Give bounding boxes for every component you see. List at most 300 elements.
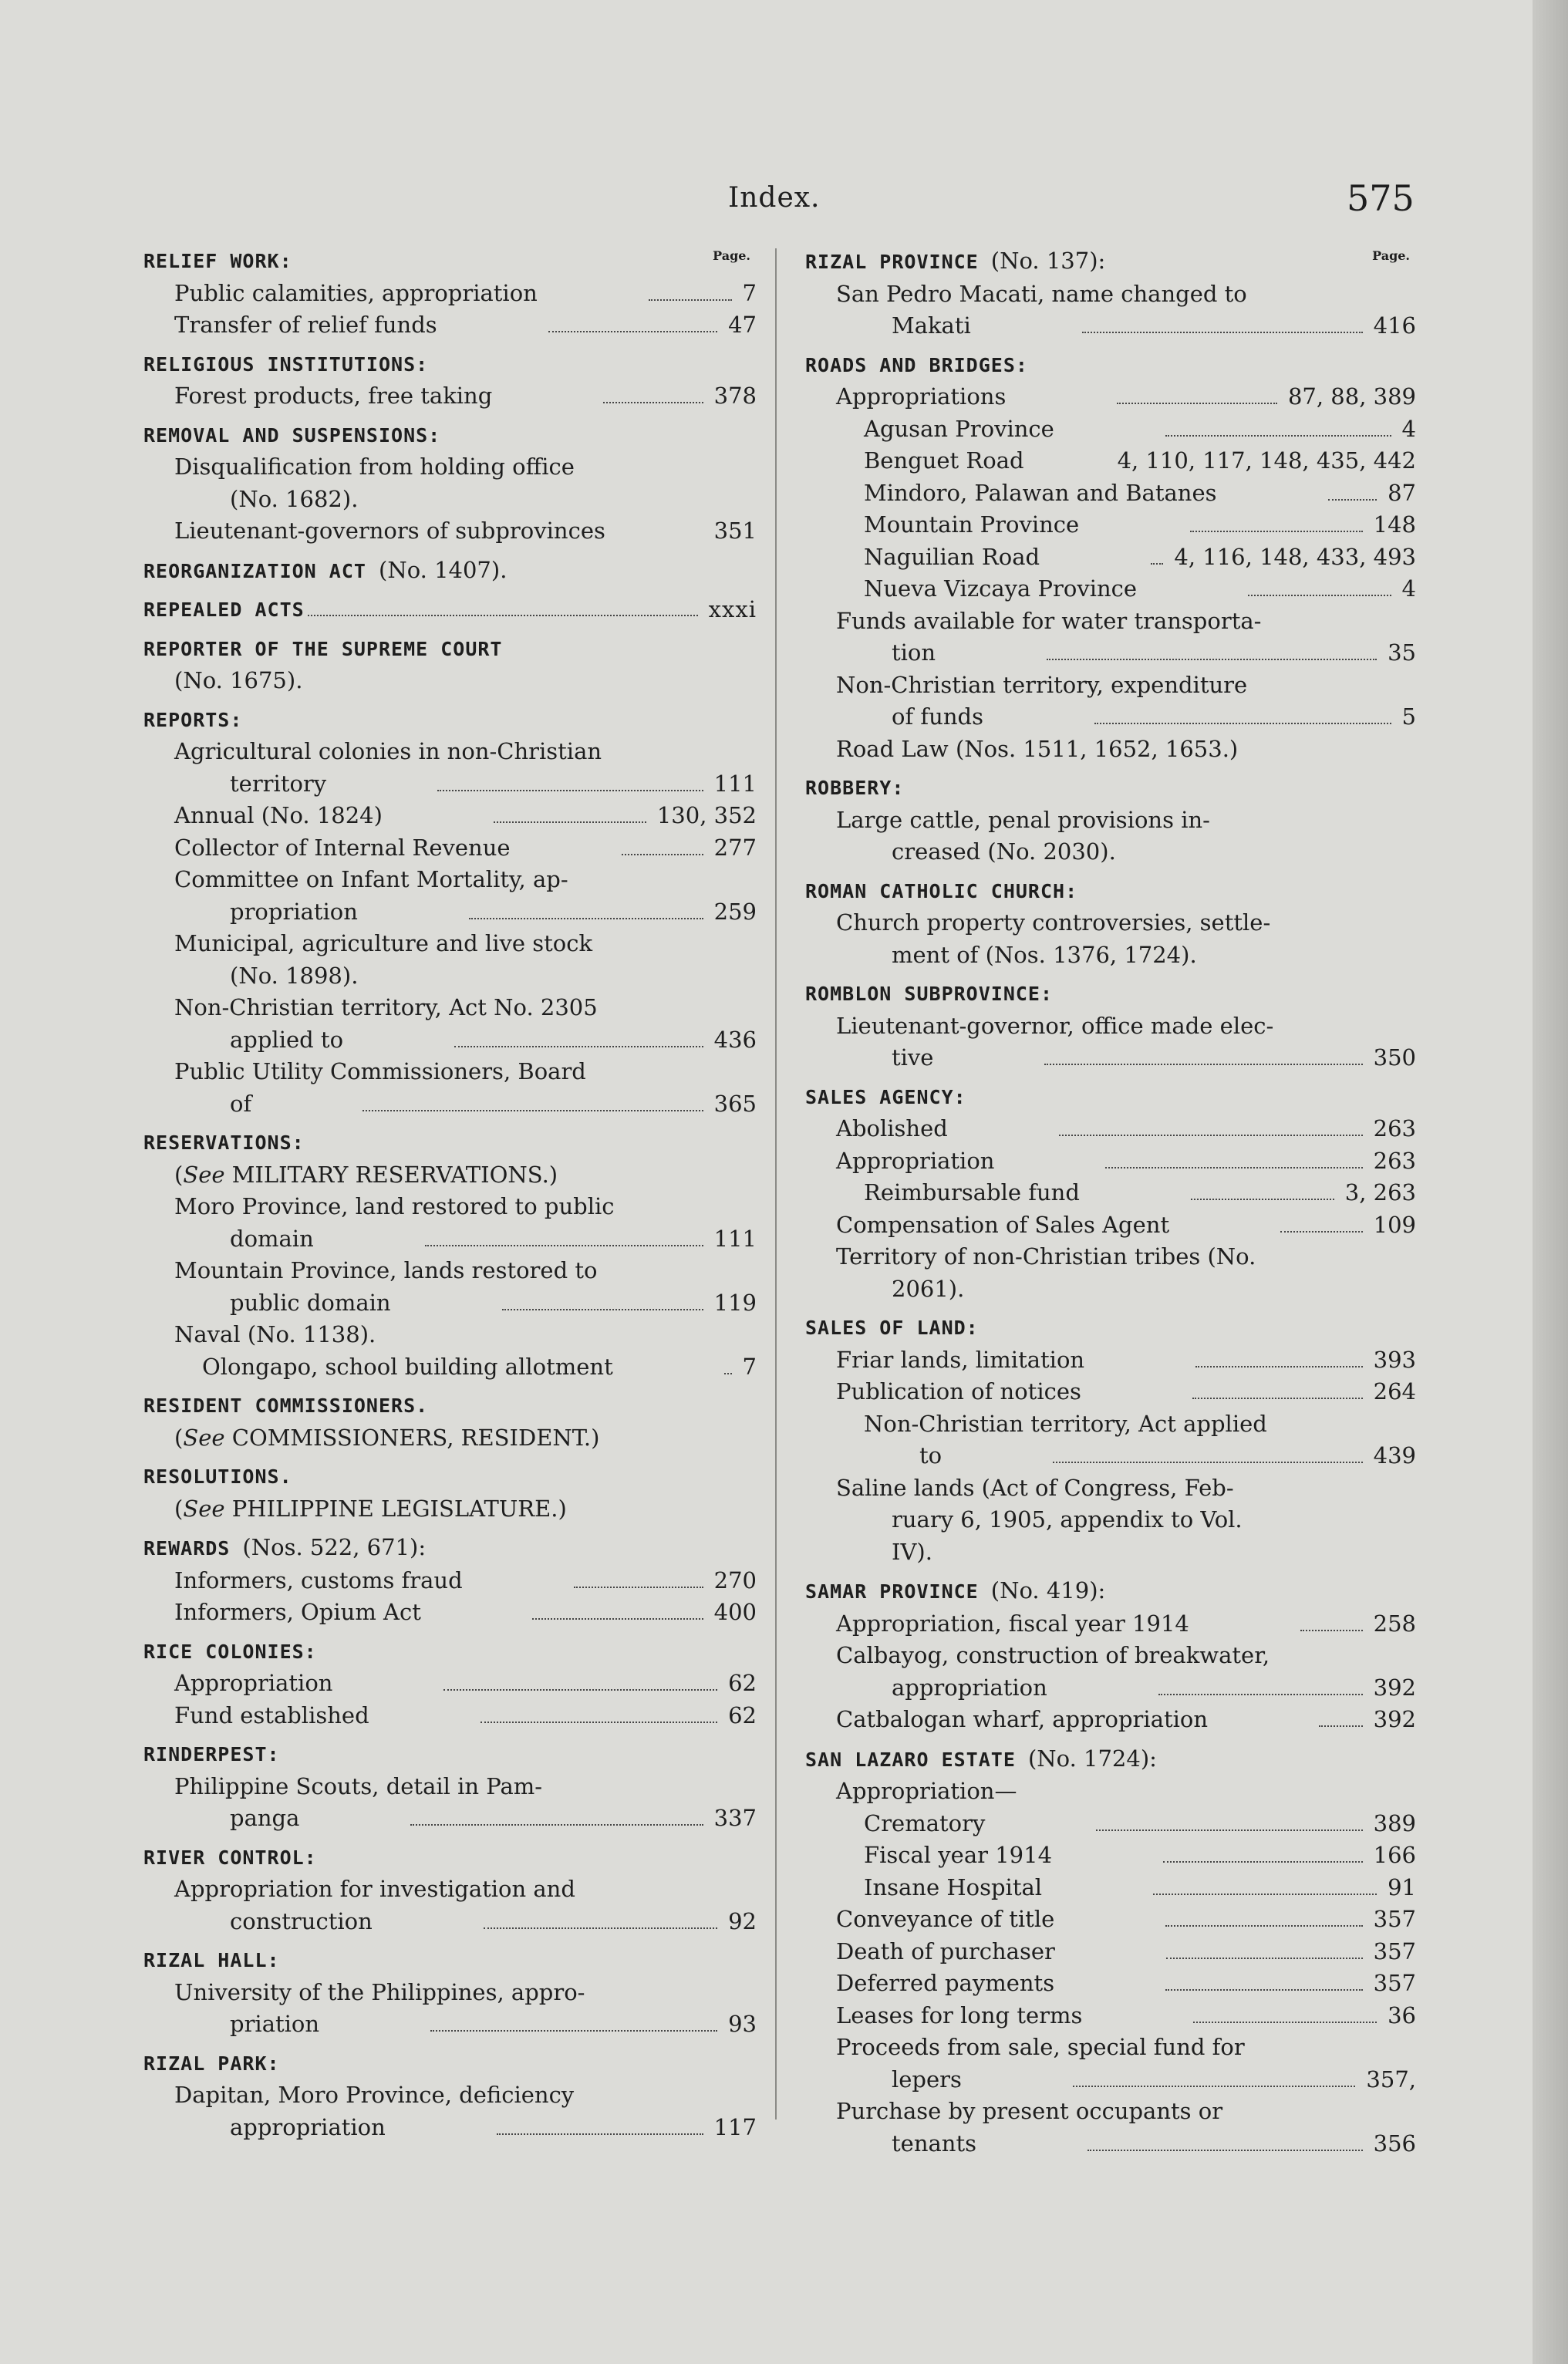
entry-heading [805, 1312, 1416, 1344]
subentry: University of the Philippines, appro- [174, 1978, 585, 2005]
entry-text: of [230, 1090, 252, 1117]
dot-leader [649, 299, 732, 301]
dot-leader [1166, 1958, 1363, 1959]
dot-leader [1190, 531, 1362, 532]
subentry [805, 1608, 1416, 1641]
subentry [143, 1565, 757, 1597]
dot-leader [454, 1046, 703, 1047]
subentry [805, 1872, 1416, 1904]
subentry-continuation [143, 1906, 757, 1938]
subentry-continuation [805, 2128, 1416, 2160]
page-ref: 148 [1373, 511, 1416, 538]
dot-leader [1300, 1630, 1363, 1631]
subentry [143, 1597, 757, 1629]
index-entry [143, 1842, 757, 1938]
entry-text: domain [230, 1225, 314, 1252]
entry-heading [143, 594, 757, 626]
page-ref: 393 [1373, 1346, 1416, 1373]
page-ref: 258 [1373, 1610, 1416, 1637]
entry-text: of funds [892, 703, 983, 730]
subentry [805, 1145, 1416, 1178]
heading-continuation: (No. 1675). [174, 667, 303, 693]
page-ref: 277 [713, 834, 757, 861]
subentry-continuation [143, 768, 757, 801]
subentry: Agricultural colonies in non-Christian [174, 738, 602, 764]
subentry [143, 800, 757, 832]
dot-leader [1053, 1462, 1363, 1463]
index-entry [143, 594, 757, 626]
dot-leader [308, 615, 698, 616]
subentry: Appropriation for investigation and [174, 1876, 575, 1902]
see-reference: (See MILITARY RESERVATIONS.) [174, 1161, 558, 1188]
dot-leader [1248, 595, 1391, 596]
entry-text: Road Law (Nos. 1511, 1652, 1653.) [836, 735, 1239, 762]
index-entry [805, 978, 1416, 1074]
entry-heading [805, 1575, 1416, 1608]
subentry [805, 1776, 1416, 1808]
dot-leader [1192, 1398, 1363, 1399]
heading-text: RIZAL HALL: [143, 1949, 280, 1971]
dot-leader [1151, 563, 1163, 565]
see-reference: (See COMMISSIONERS, RESIDENT.) [174, 1424, 600, 1451]
index-entry [143, 633, 757, 697]
see-reference: (See PHILIPPINE LEGISLATURE.) [174, 1495, 567, 1522]
heading-text: RELIGIOUS INSTITUTIONS: [143, 352, 429, 376]
page-ref: 109 [1373, 1211, 1416, 1238]
subentry: Dapitan, Moro Province, deficiency [174, 2082, 575, 2108]
entry-text: Publication of notices [836, 1378, 1081, 1405]
subentry [805, 445, 1416, 477]
entry-text: Leases for long terms [836, 2001, 1083, 2028]
subentry: Purchase by present occupants or [836, 2098, 1223, 2124]
subentry [805, 413, 1416, 446]
page-ref: 4 [1401, 575, 1416, 602]
subentry-continuation [143, 1803, 757, 1835]
subentry [143, 832, 757, 865]
entry-text: Olongapo, school building allotment [202, 1353, 613, 1380]
page-ref: 263 [1373, 1115, 1416, 1142]
page-ref: 439 [1373, 1442, 1416, 1469]
page-ref: 356 [1373, 2130, 1416, 2157]
dot-leader [1191, 1199, 1334, 1200]
entry-text: Appropriation— [836, 1778, 1017, 1804]
subentry [805, 477, 1416, 510]
entry-text: Collector of Internal Revenue [174, 834, 511, 861]
entry-text: Benguet Road [864, 447, 1024, 474]
subentry [805, 381, 1416, 413]
subentry-continuation [143, 484, 757, 516]
entry-text: panga [230, 1805, 300, 1831]
dot-leader [494, 821, 646, 823]
subentry [805, 509, 1416, 541]
subentry [805, 2000, 1416, 2032]
see-target: COMMISSIONERS, RESIDENT. [231, 1424, 592, 1451]
dot-leader [1165, 1925, 1362, 1927]
subentry: Saline lands (Act of Congress, Feb- [836, 1474, 1234, 1501]
entry-text: Nueva Vizcaya Province [864, 575, 1138, 602]
dot-leader [622, 854, 703, 855]
entry-heading [805, 772, 1416, 804]
entry-heading [805, 245, 1416, 278]
entry-heading [143, 349, 757, 381]
dot-leader [724, 1373, 732, 1374]
entry-text: Appropriations [836, 383, 1007, 410]
heading-text: RIVER CONTROL: [143, 1846, 317, 1869]
entry-text: Informers, customs fraud [174, 1566, 463, 1593]
subentry [143, 515, 757, 548]
page-ref: 47 [728, 312, 757, 338]
dot-leader [1047, 659, 1377, 660]
page-ref: 166 [1373, 1842, 1416, 1868]
entry-text: Appropriation [836, 1147, 995, 1174]
page-ref: 392 [1373, 1674, 1416, 1701]
entry-text: Informers, Opium Act [174, 1599, 421, 1625]
heading-text: RICE COLONIES: [143, 1640, 317, 1663]
heading-detail: (No. 1724): [1027, 1745, 1157, 1772]
subentry: Committee on Infant Mortality, ap- [174, 866, 568, 892]
entry-text: territory [230, 770, 327, 797]
dot-leader [1158, 1694, 1363, 1695]
entry-text: propriation [230, 898, 358, 925]
dot-leader [603, 402, 703, 403]
subentry-continuation [805, 939, 1416, 972]
subentry-continuation [805, 2064, 1416, 2096]
entry-text: Lieutenant-governors of subprovinces [174, 518, 605, 544]
entry-text: appropriation [230, 2113, 386, 2140]
dot-leader [481, 1722, 717, 1723]
subentry [805, 1904, 1416, 1936]
page-ref: 7 [742, 279, 757, 306]
dot-leader [1328, 499, 1377, 501]
heading-text: ROBBERY: [805, 777, 905, 799]
entry-heading [143, 1636, 757, 1668]
index-entry [805, 245, 1416, 342]
page-ref: 91 [1388, 1873, 1416, 1900]
subentry-continuation [143, 960, 757, 993]
page-edge [1533, 0, 1568, 2364]
page-ref: 111 [713, 770, 757, 797]
dot-leader [1165, 435, 1391, 437]
heading-text: RIZAL PARK: [143, 2052, 280, 2075]
subentry-continuation [143, 1287, 757, 1320]
heading-text: REWARDS [143, 1537, 231, 1560]
see-target: MILITARY RESERVATIONS. [231, 1161, 549, 1188]
subentry: Non-Christian territory, Act applied [864, 1410, 1267, 1437]
index-entry [143, 1461, 757, 1525]
entry-text: Reimbursable fund [864, 1179, 1080, 1206]
subentry-continuation [805, 637, 1416, 669]
dot-leader [469, 918, 703, 919]
page-ref: 36 [1388, 2001, 1416, 2028]
entry-text: ment of (Nos. 1376, 1724). [892, 941, 1197, 968]
page-ref: 357 [1373, 1970, 1416, 1996]
page-ref: 93 [728, 2011, 757, 2037]
entry-text: creased (No. 2030). [892, 838, 1116, 865]
subentry: Philippine Scouts, detail in Pam- [174, 1772, 543, 1799]
dot-leader [1096, 1829, 1362, 1831]
subentry-continuation [805, 1672, 1416, 1705]
page-ref: 117 [713, 2113, 757, 2140]
dot-leader [443, 1689, 717, 1691]
index-entry [143, 245, 757, 342]
index-entry [805, 875, 1416, 972]
subentry: Disqualification from holding office [174, 454, 575, 480]
subentry [805, 1808, 1416, 1840]
dot-leader [1082, 332, 1363, 333]
dot-leader [1280, 1231, 1363, 1233]
subentry: Large cattle, penal provisions in- [836, 806, 1210, 833]
entry-heading [805, 1743, 1416, 1776]
page-number: 575 [1347, 177, 1415, 219]
heading-text: SALES OF LAND: [805, 1317, 979, 1339]
entry-heading [143, 1842, 757, 1874]
entry-heading [143, 1390, 757, 1422]
running-head-title: Index. [728, 182, 821, 214]
subentry [143, 380, 757, 413]
page-ref: 4, 116, 148, 433, 493 [1174, 543, 1416, 570]
subentry [805, 1704, 1416, 1736]
entry-text: Appropriation [174, 1670, 333, 1696]
heading-detail: (No. 419): [990, 1577, 1106, 1604]
dot-leader [1163, 1861, 1363, 1863]
page-ref: 337 [713, 1805, 757, 1831]
entry-heading [143, 1127, 757, 1159]
dot-leader [497, 2133, 703, 2135]
subentry-continuation [143, 1024, 757, 1057]
subentry-continuation [805, 1536, 1416, 1569]
subentry-continuation [143, 2008, 757, 2041]
dot-leader [1165, 1989, 1363, 1991]
entry-text: (No. 1682). [230, 485, 359, 512]
subentry [143, 1668, 757, 1700]
subentry-continuation [805, 836, 1416, 868]
subentry [805, 733, 1416, 766]
entry-text: Compensation of Sales Agent [836, 1211, 1170, 1238]
entry-heading [805, 875, 1416, 908]
index-entry [143, 349, 757, 413]
page-ref: 264 [1373, 1378, 1416, 1405]
entry-text: Death of purchaser [836, 1937, 1055, 1964]
subentry [805, 1936, 1416, 1968]
index-entry [805, 1743, 1416, 2160]
heading-text: REPEALED ACTS [143, 599, 305, 621]
subentry: Proceeds from sale, special fund for [836, 2034, 1245, 2060]
page-ref: 62 [728, 1670, 757, 1696]
entry-text: (No. 1898). [230, 962, 359, 989]
index-entry [805, 1312, 1416, 1568]
heading-text: SALES AGENCY: [805, 1085, 966, 1108]
page-ref: 436 [713, 1026, 757, 1053]
page-ref: 357 [1373, 1937, 1416, 1964]
entry-heading [143, 1944, 757, 1977]
subentry [805, 1840, 1416, 1872]
heading-detail: (Nos. 522, 671): [242, 1534, 427, 1560]
entry-heading [143, 1738, 757, 1771]
dot-leader [1087, 2150, 1363, 2151]
page-ref: 5 [1401, 703, 1416, 730]
dot-leader [1105, 1167, 1362, 1169]
page-ref: 4, 110, 117, 148, 435, 442 [1117, 447, 1416, 474]
subentry: Public Utility Commissioners, Board [174, 1058, 586, 1084]
subentry [143, 309, 757, 342]
dot-leader [1117, 403, 1277, 404]
heading-detail: (No. 137): [990, 248, 1106, 274]
index-column-left [143, 245, 757, 2150]
subentry-continuation [805, 1440, 1416, 1472]
entry-text: tive [892, 1044, 934, 1071]
page-ref: 351 [713, 518, 757, 544]
index-entry [143, 1636, 757, 1732]
subentry [143, 1351, 757, 1384]
page-ref: xxxi [708, 596, 757, 622]
see-target: PHILIPPINE LEGISLATURE. [231, 1495, 558, 1522]
subentry: Mountain Province, lands restored to [174, 1257, 598, 1283]
entry-text: Appropriation, fiscal year 1914 [836, 1610, 1189, 1637]
page-column-label: Page. [713, 248, 750, 263]
entry-text: Mountain Province [864, 511, 1080, 538]
page-ref: 87 [1388, 479, 1416, 506]
entry-text: priation [230, 2011, 320, 2037]
subentry [805, 541, 1416, 574]
dot-leader [430, 2030, 717, 2032]
heading-text: REPORTER OF THE SUPREME COURT [143, 637, 503, 660]
heading-text: REPORTS: [143, 708, 243, 731]
index-entry [143, 2048, 757, 2144]
entry-text: Public calamities, appropriation [174, 279, 538, 306]
entry-text: Fiscal year 1914 [864, 1842, 1053, 1868]
subentry-continuation [143, 1223, 757, 1256]
entry-text: Forest products, free taking [174, 383, 493, 409]
subentry: Calbayog, construction of breakwater, [836, 1642, 1270, 1668]
heading-text: RIZAL PROVINCE [805, 251, 979, 273]
entry-text: tenants [892, 2130, 976, 2157]
heading-text: RINDERPEST: [143, 1743, 280, 1765]
entry-text: Abolished [836, 1115, 948, 1142]
entry-text: Transfer of relief funds [174, 312, 437, 338]
page-ref: 263 [1373, 1147, 1416, 1174]
entry-text: Conveyance of title [836, 1906, 1055, 1932]
entry-text: Makati [892, 312, 971, 339]
subentry: Non-Christian territory, Act No. 2305 [174, 994, 598, 1020]
page-column-label: Page. [1372, 248, 1410, 263]
page-ref: 400 [713, 1599, 757, 1625]
subentry-continuation [805, 701, 1416, 733]
dot-leader [1059, 1135, 1363, 1136]
dot-leader [1094, 723, 1391, 724]
page-ref: 259 [713, 898, 757, 925]
entry-text: Insane Hospital [864, 1873, 1043, 1900]
dot-leader [1044, 1064, 1362, 1065]
entry-heading [143, 555, 757, 588]
index-entry [805, 349, 1416, 766]
heading-text: SAMAR PROVINCE [805, 1580, 979, 1603]
heading-text: ROMAN CATHOLIC CHURCH: [805, 879, 1078, 902]
entry-text: Agusan Province [864, 415, 1054, 442]
heading-text: REORGANIZATION ACT [143, 559, 366, 582]
subentry [805, 1344, 1416, 1377]
dot-leader [1073, 2086, 1356, 2087]
entry-text: lepers [892, 2066, 962, 2093]
page-ref: 357 [1373, 1906, 1416, 1932]
page-ref: 62 [728, 1701, 757, 1728]
subentry: Funds available for water transporta- [836, 607, 1262, 634]
subentry-continuation [143, 1088, 757, 1121]
index-entry [143, 1127, 757, 1383]
subentry-continuation: ruary 6, 1905, appendix to Vol. [892, 1506, 1243, 1533]
subentry [805, 1209, 1416, 1242]
dot-leader [410, 1824, 703, 1826]
page-ref: 389 [1373, 1809, 1416, 1836]
entry-text: IV). [892, 1538, 932, 1565]
index-entry [143, 704, 757, 1121]
subentry-continuation [143, 2112, 757, 2144]
heading-text: RESOLUTIONS. [143, 1465, 292, 1488]
subentry-continuation [805, 310, 1416, 342]
heading-text: RELIEF WORK: [143, 250, 292, 272]
subentry: Church property controversies, settle- [836, 909, 1271, 936]
subentry [143, 1319, 757, 1351]
dot-leader [437, 790, 703, 791]
entry-text: Naval (No. 1138). [174, 1321, 376, 1347]
entry-heading [143, 704, 757, 737]
dot-leader [362, 1110, 703, 1111]
index-entry [143, 1390, 757, 1454]
page-ref: 350 [1373, 1044, 1416, 1071]
entry-heading [805, 978, 1416, 1010]
entry-text: tion [892, 639, 936, 666]
page-ref: 4 [1401, 415, 1416, 442]
index-entry [143, 555, 757, 588]
entry-text: Mindoro, Palawan and Batanes [864, 479, 1217, 506]
entry-text: appropriation [892, 1674, 1047, 1701]
index-entry [143, 1738, 757, 1835]
entry-text: Fund established [174, 1701, 369, 1728]
page-ref: 130, 352 [656, 802, 757, 828]
subentry-continuation [143, 896, 757, 929]
subentry [143, 278, 757, 310]
subentry [805, 1376, 1416, 1408]
entry-text: Naguilian Road [864, 543, 1040, 570]
subentry [143, 1700, 757, 1732]
page-ref: 35 [1388, 639, 1416, 666]
page-ref: 357, [1366, 2066, 1416, 2093]
subentry: San Pedro Macati, name changed to [836, 280, 1247, 307]
entry-text: Catbalogan wharf, appropriation [836, 1706, 1209, 1732]
entry-heading [143, 420, 757, 452]
entry-text: Friar lands, limitation [836, 1346, 1085, 1373]
page-ref: 270 [713, 1566, 757, 1593]
page-ref: 392 [1373, 1706, 1416, 1732]
entry-text: public domain [230, 1289, 391, 1316]
dot-leader [484, 1927, 717, 1929]
dot-leader [1195, 1366, 1363, 1367]
subentry [805, 1113, 1416, 1145]
dot-leader [1319, 1725, 1363, 1727]
heading-detail: (No. 1407). [379, 556, 507, 583]
dot-leader [548, 331, 717, 332]
dot-leader [1153, 1894, 1377, 1895]
subentry [805, 1968, 1416, 2000]
entry-heading [143, 2048, 757, 2080]
entry-text: to [919, 1442, 942, 1469]
entry-text: construction [230, 1907, 373, 1934]
dot-leader [425, 1245, 703, 1246]
entry-text: 2061). [892, 1275, 965, 1302]
subentry: Non-Christian territory, expenditure [836, 671, 1248, 698]
entry-heading [805, 349, 1416, 382]
entry-text: applied to [230, 1026, 344, 1053]
heading-text: SAN LAZARO ESTATE [805, 1748, 1016, 1771]
